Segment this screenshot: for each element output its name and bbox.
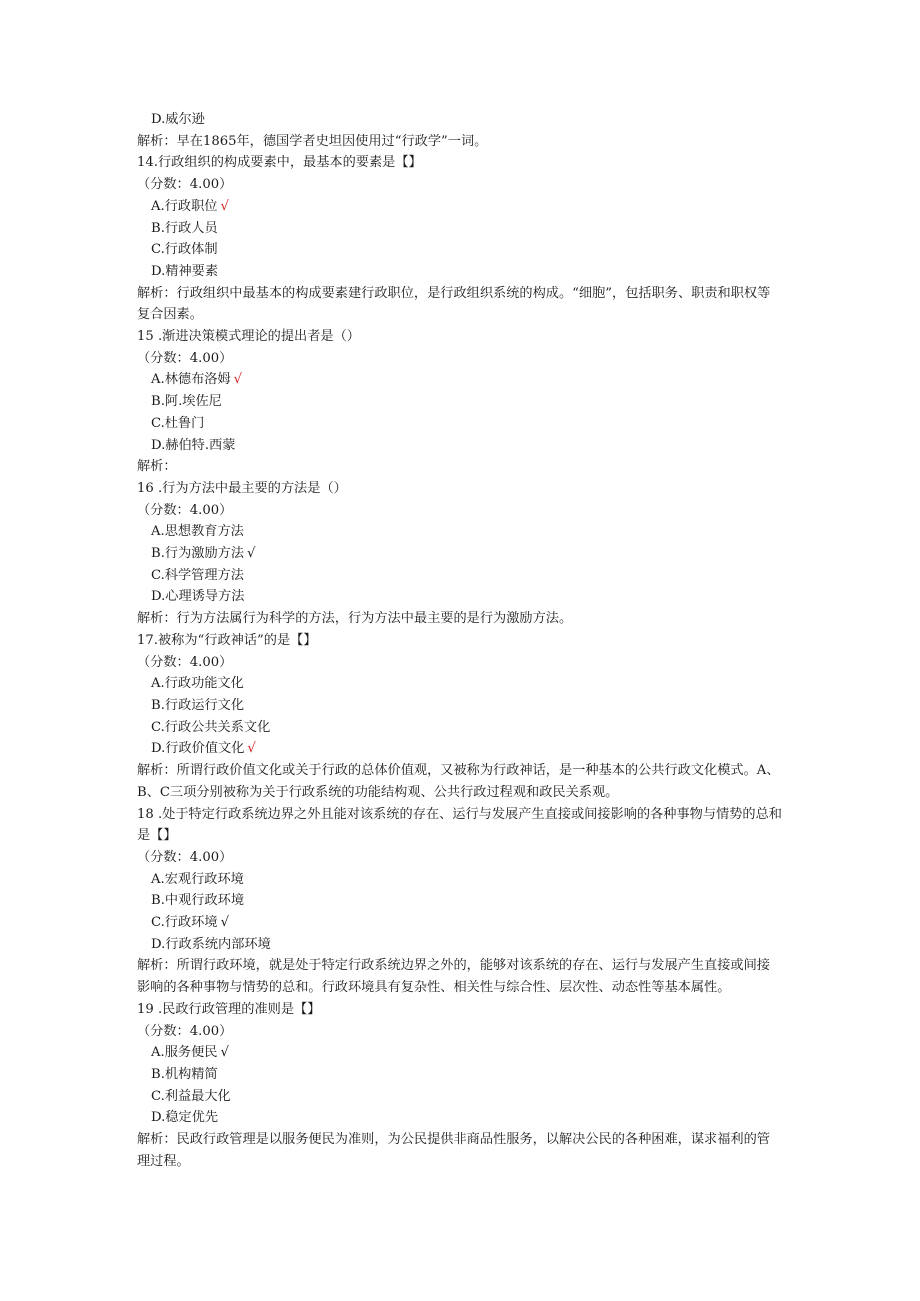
question-block [137,804,782,999]
answer-option [137,565,782,587]
answer-option-label: B.机构精简 [151,1066,218,1082]
question-block [137,630,782,804]
answer-option [137,717,782,739]
analysis: 解析： [137,459,177,475]
answer-option [137,391,782,413]
answer-option [137,369,782,391]
answer-option-label: C.行政体制 [151,242,218,258]
answer-option-label: D.赫伯特.西蒙 [151,437,236,453]
answer-option [137,239,782,261]
answer-option-label: C.行政环境 [151,915,218,931]
analysis: 解析：所谓行政环境，就是处于特定行政系统边界之外的，能够对该系统的存在、运行与发展产生直接或间接影响的各种事物与情势的总和。行政环境具有复杂性、相关性与综合性、层次性、动态性等基本属性。 [137,958,770,996]
answer-option [137,1064,782,1086]
answer-option-label: C.科学管理方法 [151,567,244,583]
answer-option [137,521,782,543]
check-mark-icon: √ [247,741,256,757]
analysis: 解析：民政行政管理是以服务便民为准则，为公民提供非商品性服务，以解决公民的各种困难，谋求福利的管理过程。 [137,1132,770,1169]
answer-option [137,261,782,283]
question-stem: 17.被称为“行政神话”的是【】 [137,632,317,648]
answer-option-label: D.稳定优先 [151,1110,219,1126]
answer-option-label: C.行政公共关系文化 [151,719,271,735]
question-block [137,152,782,326]
analysis: 解析：早在1865年，德国学者史坦因使用过“行政学”一词。 [137,133,488,149]
answer-option [137,586,782,608]
question-score: （分数：4.00） [137,350,233,366]
check-mark-icon: √ [220,915,229,931]
answer-option-label: D.心理诱导方法 [151,589,245,605]
check-mark-icon: √ [220,198,229,214]
option-d: D.威尔逊 [151,112,205,127]
analysis: 解析：行为方法属行为科学的方法，行为方法中最主要的是行为激励方法。 [137,611,573,627]
answer-option [137,673,782,695]
question-stem: 19 .民政行政管理的准则是【】 [137,1001,321,1017]
answer-option [137,912,782,934]
analysis: 解析：行政组织中最基本的构成要素建行政职位，是行政组织系统的构成。“细胞”，包括职务、职责和职权等复合因素。 [137,285,771,323]
answer-option-label: C.杜鲁门 [151,415,205,431]
answer-option [137,890,782,912]
answer-option-label: C.利益最大化 [151,1088,231,1104]
answer-option-label: B.中观行政环境 [151,893,245,909]
check-mark-icon: √ [220,1045,229,1061]
answer-option-label: D.行政系统内部环境 [151,936,271,952]
question-stem: 15 .渐进决策模式理论的提出者是（） [137,329,360,345]
answer-option-label: A.服务便民 [151,1045,218,1061]
analysis: 解析：所谓行政价值文化或关于行政的总体价值观，又被称为行政神话，是一种基本的公共行政文化模式。A、B、C三项分别被称为关于行政系统的功能结构观、公共行政过程观和政民关系观。 [137,763,780,800]
answer-option [137,196,782,218]
question-stem: 18 .处于特定行政系统边界之外且能对该系统的存在、运行与发展产生直接或间接影响的各种事物与情势的总和是【】 [137,806,782,844]
answer-option [137,934,782,956]
answer-option-label: A.行政功能文化 [151,676,244,692]
answer-option-label: A.思想教育方法 [151,524,244,540]
answer-option-label: A.林德布洛姆 [151,372,231,388]
question-stem: 14.行政组织的构成要素中，最基本的要素是【】 [137,155,422,171]
answer-option [137,413,782,435]
answer-option-label: B.行为激励方法 [151,546,245,562]
question-score: （分数：4.00） [137,1023,233,1039]
answer-option-label: D.精神要素 [151,263,219,279]
check-mark-icon: √ [247,546,256,562]
answer-option-label: B.阿.埃佐尼 [151,394,222,410]
question-block [137,478,782,630]
answer-option [137,695,782,717]
question-list [137,152,782,1172]
question-block [137,326,782,478]
answer-option-label: A.宏观行政环境 [151,871,244,887]
question-score: （分数：4.00） [137,849,233,865]
answer-option [137,1107,782,1129]
question-score: （分数：4.00） [137,654,233,670]
check-mark-icon: √ [233,372,243,388]
answer-option-label: D.行政价值文化 [151,741,245,757]
answer-option [137,543,782,565]
question-score: （分数：4.00） [137,177,233,193]
answer-option [137,218,782,240]
document-body [137,109,782,1172]
answer-option [137,869,782,891]
answer-option-label: B.行政人员 [151,220,218,236]
answer-option [137,1086,782,1108]
answer-option [137,1042,782,1064]
answer-option-label: A.行政职位 [151,198,218,214]
question-score: （分数：4.00） [137,502,233,518]
answer-option [137,738,782,760]
question-block [137,999,782,1173]
answer-option-label: B.行政运行文化 [151,697,245,713]
answer-option [137,435,782,457]
question-stem: 16 .行为方法中最主要的方法是（） [137,480,347,496]
